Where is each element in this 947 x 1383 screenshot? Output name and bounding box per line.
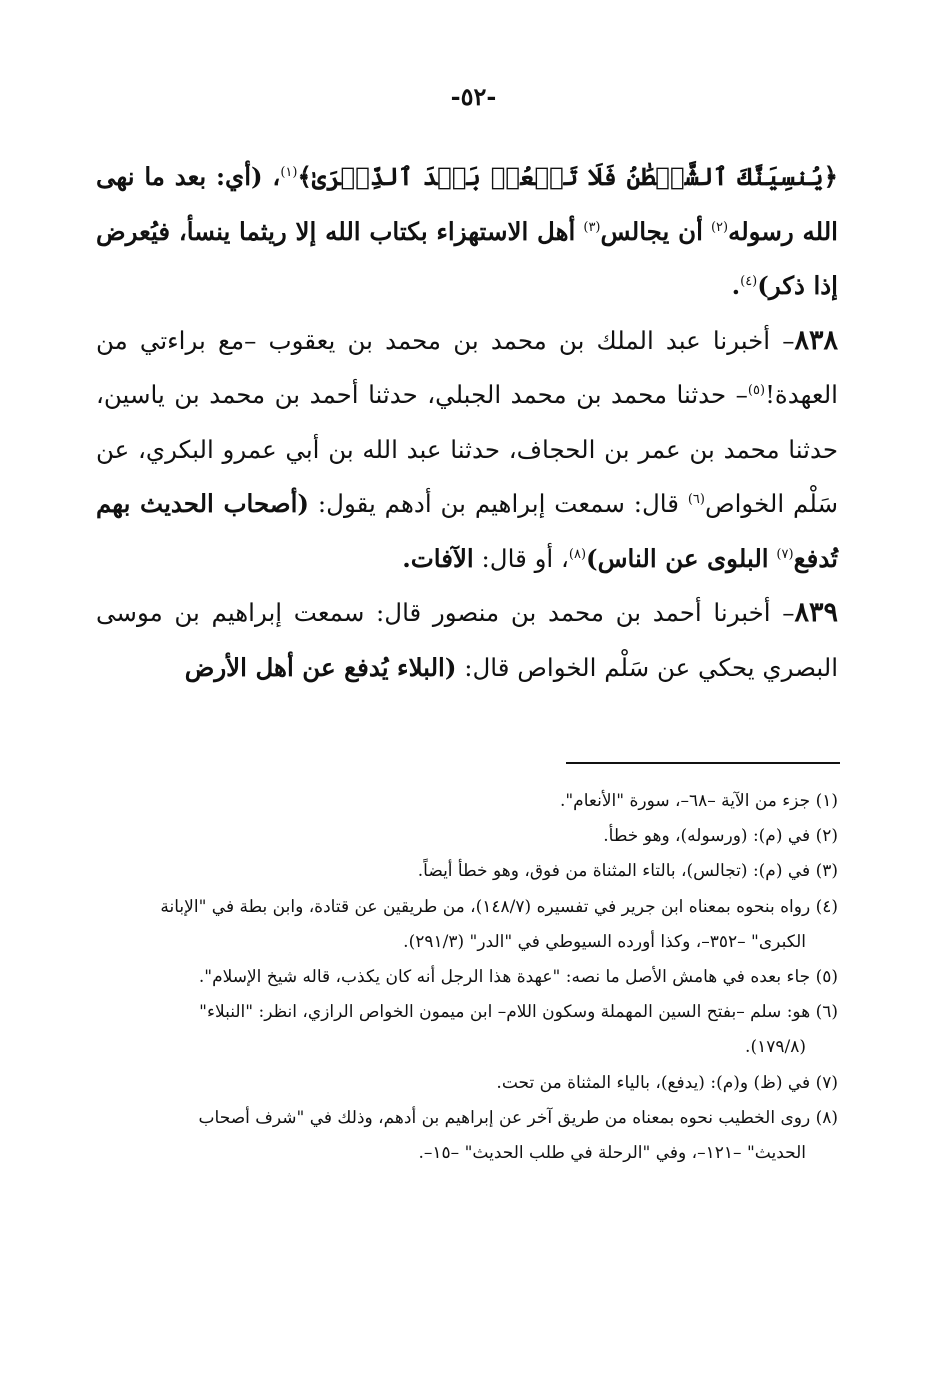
footnote-ref[interactable]: (٦) bbox=[687, 491, 705, 507]
footnote bbox=[96, 960, 838, 995]
hadith-number: ٨٣٨ bbox=[794, 324, 838, 356]
quran-verse: ﴿يُنسِيَنَّكَ ٱلشَّيۡطَٰنُ فَلَا تَقۡعُدۡ بَعۡدَ ٱلذِّكۡرَىٰ﴾ bbox=[297, 162, 838, 191]
hadith-quote: البلوى عن الناس) bbox=[586, 543, 769, 573]
footnote-text: جزء من الآية –٦٨–، سورة "الأنعام". bbox=[559, 791, 811, 811]
footnote-number: (٦) bbox=[815, 1002, 838, 1023]
footnote-continuation: (١٧٩/٨). bbox=[745, 1037, 806, 1058]
page-number: -٥٢- bbox=[450, 82, 497, 111]
footnote-continuation: الحديث" –١٢١–، وفي "الرحلة في طلب الحديث" –١٥–. bbox=[418, 1143, 806, 1164]
footnote-number: (٥) bbox=[815, 967, 838, 988]
footnote-number: (٧) bbox=[815, 1072, 838, 1093]
hadith-text: – أخبرنا أحمد بن محمد بن منصور قال: سمعت إبراهيم بن موسى البصري يحكي عن سَلْم الخواص قال: bbox=[96, 598, 838, 682]
footnote-ref[interactable]: (٨) bbox=[568, 546, 587, 562]
footnotes bbox=[96, 784, 838, 1171]
footnote-text: هو: سلم –بفتح السين المهملة وسكون اللام– ابن ميمون الخواص الرازي، انظر: "النبلاء" bbox=[199, 1002, 811, 1023]
footnote bbox=[96, 995, 838, 1065]
footnote-number: (٤) bbox=[815, 896, 838, 917]
hadith-838 bbox=[96, 314, 838, 587]
commentary-text: . bbox=[731, 271, 741, 300]
commentary-text: ، (أي: بعد ما نهى الله رسوله bbox=[96, 162, 838, 246]
footnote-ref[interactable]: (١) bbox=[280, 164, 298, 180]
footnote-text: في (م): (ورسوله)، وهو خطأ. bbox=[603, 826, 811, 847]
footnote-text: جاء بعده في هامش الأصل ما نصه: "عهدة هذا الرجل أنه كان يكذب، قاله شيخ الإسلام". bbox=[198, 967, 811, 988]
footnote bbox=[96, 854, 838, 889]
footnote-ref[interactable]: (٢) bbox=[710, 219, 729, 235]
hadith-839 bbox=[96, 586, 838, 695]
commentary-text: أن يجالس bbox=[600, 216, 703, 246]
hadith-number: ٨٣٩ bbox=[794, 597, 838, 628]
footnote-continuation: الكبرى" –٣٥٢–، وكذا أورده السيوطي في "الدر" (٢٩١/٣). bbox=[403, 931, 806, 952]
hadith-text: – حدثنا محمد بن محمد الجبلي، حدثنا أحمد بن محمد بن ياسين، حدثنا محمد بن عمر بن الحجاف، حدثنا عبد الله بن أبي عمرو البكري، عن سَلْم الخواص bbox=[96, 380, 838, 518]
main-text bbox=[96, 150, 838, 695]
hadith-quote: (أصحاب الحديث بهم تُدفع bbox=[96, 489, 838, 573]
footnote-number: (٨) bbox=[815, 1107, 838, 1128]
footnote bbox=[96, 890, 838, 960]
footnote-ref[interactable]: (٥) bbox=[747, 382, 766, 398]
footnote-number: (٢) bbox=[815, 826, 838, 847]
footnote bbox=[96, 1101, 838, 1171]
hadith-quote: (البلاء يُدفع عن أهل الأرض bbox=[184, 652, 457, 682]
footnote bbox=[96, 1066, 838, 1101]
footnote-divider bbox=[566, 762, 840, 764]
hadith-text: ، أو قال: bbox=[481, 543, 569, 573]
footnote-number: (١) bbox=[815, 791, 838, 811]
footnote-text: روى الخطيب نحوه بمعناه من طريق آخر عن إبراهيم بن أدهم، وذلك في "شرف أصحاب bbox=[198, 1107, 811, 1128]
hadith-text: قال: سمعت إبراهيم بن أدهم يقول: bbox=[317, 489, 679, 518]
footnote-number: (٣) bbox=[815, 861, 838, 882]
hadith-quote: الآفات. bbox=[402, 543, 474, 573]
footnote bbox=[96, 784, 838, 819]
footnote-ref[interactable]: (٤) bbox=[740, 273, 758, 289]
verse-paragraph bbox=[96, 150, 838, 314]
footnote-ref[interactable]: (٣) bbox=[583, 219, 601, 235]
footnote-text: رواه بنحوه بمعناه ابن جرير في تفسيره (١٤٨/٧)، من طريقين عن قتادة، وابن بطة في "الإبانة bbox=[160, 896, 811, 917]
footnote-text: في (م): (تجالس)، بالتاء المثناة من فوق، وهو خطأ أيضاً. bbox=[417, 861, 811, 882]
hadith-text: – أخبرنا عبد الملك بن محمد بن محمد بن يعقوب –مع براءتي من العهدة! bbox=[96, 325, 838, 409]
footnote-text: في (ظ) و(م): (يدفع)، بالياء المثناة من تحت. bbox=[496, 1072, 811, 1093]
commentary-text: أهل الاستهزاء بكتاب الله إلا ريثما ينسأ، فيُعرض إذا ذكر) bbox=[96, 216, 838, 300]
footnote-ref[interactable]: (٧) bbox=[776, 546, 794, 562]
footnote bbox=[96, 819, 838, 854]
